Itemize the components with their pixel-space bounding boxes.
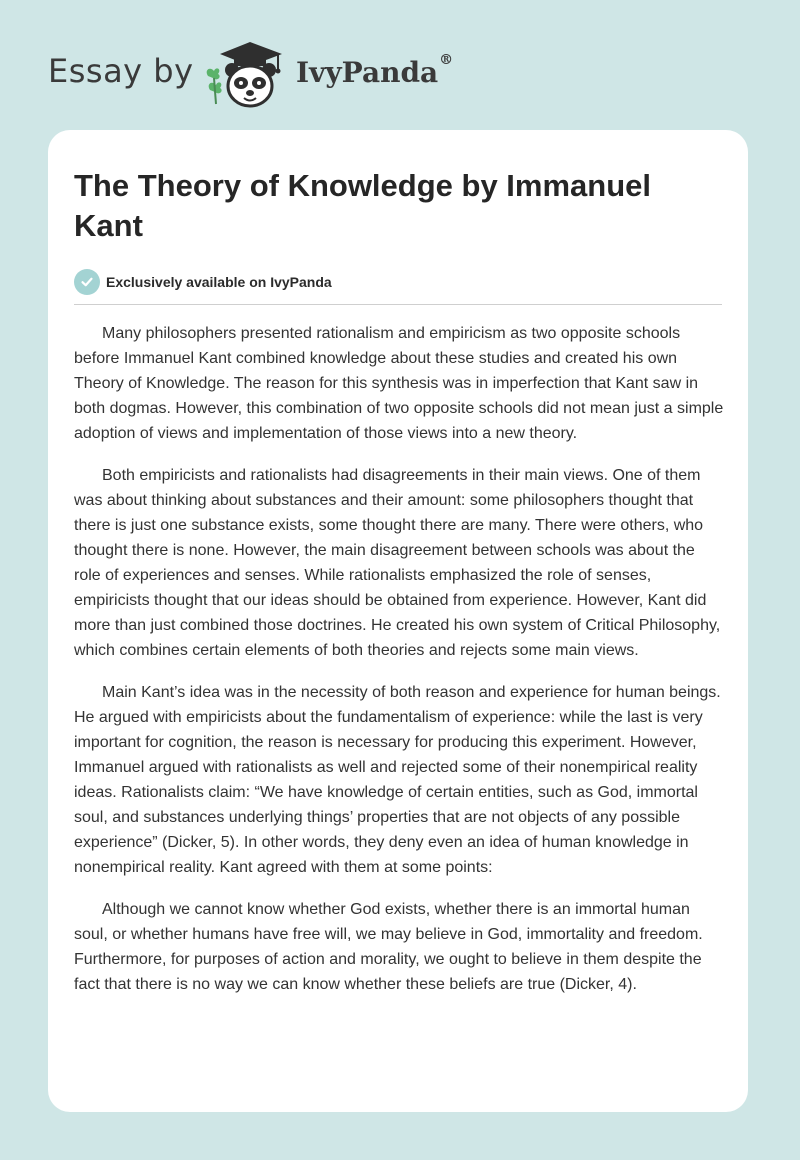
paragraph: Although we cannot know whether God exists, whether there is an immortal human soul, or whether humans have free will, we may believe in God, immortality and freedom. Furthermore, for purposes of action and morality, we ought to believe in them despite the fact that there is no way we can know whether these beliefs are true (Dicker, 4). <box>74 901 703 993</box>
paragraph: Many philosophers presented rationalism and empiricism as two opposite schools before Immanuel Kant combined knowledge about these studies and created his own Theory of Knowledge. The reason for this synthesis was in imperfection that Kant saw in both dogmas. However, this combination of two opposite schools did not mean just a simple adoption of views and implementation of those views into a new theory. <box>74 325 724 442</box>
essay-by-label: Essay by <box>48 52 194 90</box>
divider <box>74 304 722 305</box>
brand-name[interactable]: IvyPanda® <box>296 52 454 89</box>
exclusive-badge-text: Exclusively available on IvyPanda <box>106 274 332 290</box>
paragraph: Main Kant’s idea was in the necessity of both reason and experience for human beings. He argued with empiricists about the fundamentalism of experience: while the last is very important for cognition, the reason is necessary for producing this experiment. However, Immanuel argued with rationalists as well and rejected some of their nonempirical reality ideas. Rationalists claim: “We have knowledge of certain entities, such as God, immortal soul, and substances underlying things’ properties that are not objects of any possible experience” (Dicker, 5). In other words, they deny even an idea of human knowledge in nonempirical reality. Kant agreed with them at some points: <box>74 684 721 876</box>
essay-title: The Theory of Knowledge by Immanuel Kant <box>74 168 652 243</box>
site-header <box>0 0 800 130</box>
panda-graduate-logo-icon[interactable] <box>202 38 292 110</box>
registered-mark: ® <box>439 52 454 68</box>
paragraph: Both empiricists and rationalists had disagreements in their main views. One of them was about thinking about substances and their amount: some philosophers thought that there is just one substance exists, some thought there are many. There were others, who thought there is none. However, the main disagreement between schools was about the role of experiences and senses. While rationalists emphasized the role of senses, empiricists thought that our ideas should be obtained from experience. However, Kant did more than just combined those doctrines. He created his own system of Critical Philosophy, which combines certain elements of both theories and rejects some main views. <box>74 467 721 659</box>
essay-card <box>48 130 748 1112</box>
check-circle-icon <box>74 269 100 295</box>
exclusive-badge <box>74 269 722 295</box>
essay-body <box>74 321 724 997</box>
